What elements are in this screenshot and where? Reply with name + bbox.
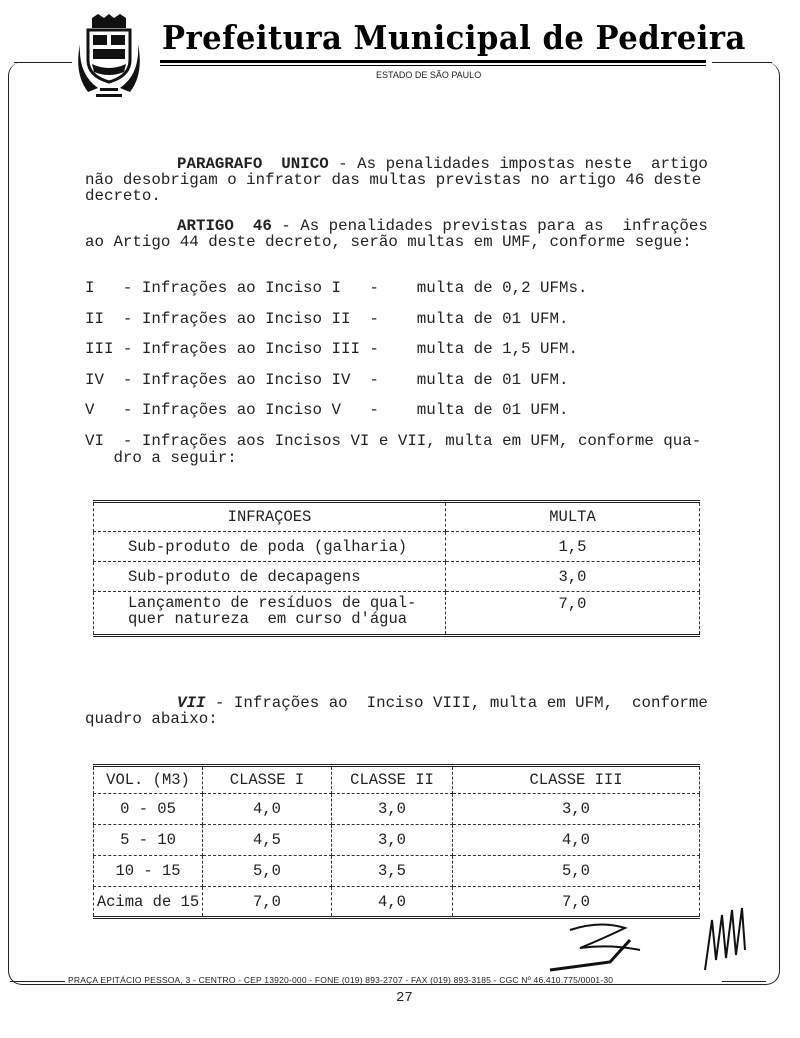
column-header: CLASSE II: [332, 766, 453, 794]
classe-i-cell: 7,0: [203, 887, 332, 918]
item-text: - Infrações ao Inciso II - multa de 01 UFM.: [113, 310, 569, 328]
article-lead: ARTIGO 46: [177, 217, 272, 235]
infraction-cell: Sub-produto de decapagens: [94, 562, 446, 592]
artigo-46-line1: [85, 218, 708, 234]
classe-ii-cell: 3,5: [332, 856, 453, 887]
paragraph-lead: PARAGRAFO UNICO: [177, 155, 329, 173]
item-text: - Infrações aos Incisos VI e VII, multa em UFM, conforme qua-: [113, 432, 702, 450]
list-item: [85, 341, 578, 357]
column-header: VOL. (M3): [94, 766, 203, 794]
infraction-cell: Lançamento de resíduos de qual- quer natureza em curso d'água: [94, 592, 446, 636]
header-rule: [160, 60, 706, 63]
item-number: III: [85, 340, 114, 358]
table-header-row: [94, 766, 700, 794]
item-text: - Infrações ao Inciso IV - multa de 01 UFM.: [113, 371, 569, 389]
paragraph-unico-line3: decreto.: [85, 187, 161, 205]
list-item: [85, 402, 568, 418]
infractions-table: [93, 500, 700, 637]
fine-cell: 7,0: [446, 592, 700, 636]
volume-class-table: [93, 764, 700, 919]
classe-ii-cell: 3,0: [332, 825, 453, 856]
item-text: - Infrações ao Inciso I - multa de 0,2 UFMs.: [113, 279, 588, 297]
page-title: Prefeitura Municipal de Pedreira: [162, 18, 746, 57]
item-number: II: [85, 310, 114, 328]
volume-cell: Acima de 15: [94, 887, 203, 918]
fine-cell: 1,5: [446, 532, 700, 562]
coat-of-arms-logo: [78, 14, 140, 100]
list-item: [85, 311, 568, 327]
volume-cell: 0 - 05: [94, 794, 203, 825]
item-text: - Infrações ao Inciso V - multa de 01 UFM.: [113, 401, 569, 419]
column-header: MULTA: [446, 502, 700, 532]
item-number: I: [85, 279, 114, 297]
classe-iii-cell: 7,0: [453, 887, 700, 918]
artigo-46-line2: ao Artigo 44 deste decreto, serão multas em UMF, conforme segue:: [85, 233, 692, 251]
list-item: [85, 433, 701, 449]
classe-i-cell: 4,0: [203, 794, 332, 825]
table-row: [94, 794, 700, 825]
item-number: IV: [85, 371, 114, 389]
table-row: [94, 532, 700, 562]
infraction-cell: Sub-produto de poda (galharia): [94, 532, 446, 562]
border-top-left: [14, 62, 72, 63]
item-vii-lead: VII: [177, 694, 206, 712]
table-header-row: [94, 502, 700, 532]
paragraph-text: - As penalidades impostas neste artigo: [328, 155, 708, 173]
fine-cell: 3,0: [446, 562, 700, 592]
footer-rule-left: [10, 981, 65, 982]
volume-cell: 5 - 10: [94, 825, 203, 856]
classe-iii-cell: 5,0: [453, 856, 700, 887]
border-top-right: [712, 62, 772, 63]
page-number: 27: [396, 990, 413, 1006]
header-rule-thin: [160, 65, 706, 66]
list-item-continuation: dro a seguir:: [85, 449, 237, 467]
column-header: INFRAÇOES: [94, 502, 446, 532]
item-number: V: [85, 401, 114, 419]
table-row: [94, 592, 700, 636]
article-text: - As penalidades previstas para as infrações: [271, 217, 708, 235]
classe-i-cell: 4,5: [203, 825, 332, 856]
table-row: [94, 562, 700, 592]
header-subtitle: ESTADO DE SÃO PAULO: [376, 70, 482, 80]
item-vii-text: - Infrações ao Inciso VIII, multa em UFM, conforme: [205, 694, 708, 712]
classe-iii-cell: 4,0: [453, 825, 700, 856]
paragraph-unico-line2: não desobrigam o infrator das multas previstas no artigo 46 deste: [85, 171, 702, 189]
column-header: CLASSE I: [203, 766, 332, 794]
classe-ii-cell: 3,0: [332, 794, 453, 825]
item-text: - Infrações ao Inciso III - multa de 1,5 UFM.: [113, 340, 578, 358]
list-item: [85, 280, 587, 296]
footer-rule-right: [722, 981, 766, 982]
classe-iii-cell: 3,0: [453, 794, 700, 825]
item-vii-line2: quadro abaixo:: [85, 710, 218, 728]
list-item: [85, 372, 568, 388]
classe-ii-cell: 4,0: [332, 887, 453, 918]
column-header: CLASSE III: [453, 766, 700, 794]
item-number: VI: [85, 432, 114, 450]
table-row: [94, 856, 700, 887]
classe-i-cell: 5,0: [203, 856, 332, 887]
footer-address: PRAÇA EPITÁCIO PESSOA, 3 - CENTRO - CEP 13920-000 - FONE (019) 893-2707 - FAX (019) 893-3185 - CGC Nº 46.410.775/0001-30: [68, 975, 614, 985]
volume-cell: 10 - 15: [94, 856, 203, 887]
table-row: [94, 825, 700, 856]
item-vii-line1: [85, 695, 708, 711]
paragraph-unico-line1: [85, 156, 708, 172]
